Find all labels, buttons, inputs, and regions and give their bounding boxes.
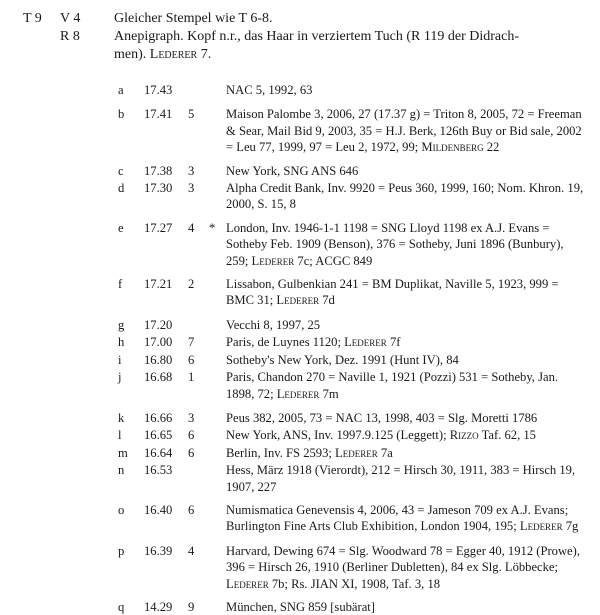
author-reference: Lederer xyxy=(344,335,387,350)
reverse-die: R 8 xyxy=(60,29,80,44)
die-axis: 3 xyxy=(188,181,195,196)
reverse-description-text: Anepigraph. Kopf n.r., das Haar in verziertem Tuch (R 119 der Didrach- men). xyxy=(114,29,519,62)
specimen-references xyxy=(226,462,588,495)
specimen-letter: o xyxy=(118,502,125,517)
specimen-references xyxy=(226,445,588,461)
reference-text: NAC 5, 1992, 63 xyxy=(226,83,313,97)
specimen-references xyxy=(226,410,588,426)
specimen-entry xyxy=(118,82,588,98)
specimen-weight: 16.64 xyxy=(144,445,173,460)
reference-text: Taf. 62, 15 xyxy=(478,428,536,443)
author-reference: Lederer xyxy=(335,445,378,460)
specimen-entry xyxy=(118,334,588,350)
specimen-references xyxy=(226,427,588,443)
reference-text: Numismatica Genevensis 4, 2006, 43 = Jameson 709 ex A.J. Evans; Burlington Fine Arts Club Exhibition, London 1904, 195; xyxy=(226,502,569,534)
die-axis: 1 xyxy=(188,370,195,385)
specimen-list xyxy=(118,82,588,615)
reference-text: 7d xyxy=(319,293,335,308)
author-reference: Lederer xyxy=(519,519,563,534)
reference-text: Sotheby's New York, Dez. 1991 (Hunt IV), 84 xyxy=(226,352,459,367)
type-id-blank xyxy=(23,28,60,64)
specimen-entry xyxy=(118,317,588,333)
specimen-references xyxy=(226,220,588,269)
specimen-letter: e xyxy=(118,220,124,235)
specimen-letter: l xyxy=(118,428,122,443)
specimen-entry xyxy=(118,543,588,592)
specimen-weight: 17.20 xyxy=(144,317,173,332)
specimen-weight: 17.38 xyxy=(144,163,173,178)
reference-text: Vecchi 8, 1997, 25 xyxy=(226,317,321,332)
reverse-description xyxy=(114,28,583,64)
specimen-references xyxy=(226,82,588,98)
specimen-references xyxy=(226,543,588,592)
specimen-references xyxy=(226,276,588,309)
author-reference: Lederer xyxy=(251,253,295,268)
reference-text: New York, SNG ANS 646 xyxy=(226,163,359,178)
illustration-marker: * xyxy=(209,220,216,235)
reference-text: 22 xyxy=(483,140,500,155)
specimen-entry xyxy=(118,410,588,426)
specimen-references xyxy=(226,369,588,402)
specimen-entry xyxy=(118,502,588,535)
specimen-entry xyxy=(118,352,588,368)
reference-text: Harvard, Dewing 674 = Slg. Woodward 78 = Egger 40, 1912 (Prowe), 396 = Hirsch 26, 1910 (Berliner Dubletten), 84 ex Slg. Löbbecke; xyxy=(226,543,580,575)
die-axis: 3 xyxy=(188,163,195,178)
specimen-entry xyxy=(118,599,588,615)
obverse-die: V 4 xyxy=(60,11,81,26)
specimen-entry xyxy=(118,462,588,495)
specimen-letter: k xyxy=(118,410,125,425)
die-axis: 9 xyxy=(188,599,195,614)
specimen-letter: i xyxy=(118,352,122,367)
specimen-letter: a xyxy=(118,83,124,97)
reference-text: 7c; ACGC 849 xyxy=(294,253,373,268)
specimen-references xyxy=(226,317,588,333)
specimen-entry xyxy=(118,180,588,213)
specimen-letter: q xyxy=(118,599,125,614)
specimen-weight: 16.66 xyxy=(144,410,173,425)
specimen-weight: 17.41 xyxy=(144,107,173,122)
specimen-letter: c xyxy=(118,163,124,178)
die-axis: 4 xyxy=(188,543,195,558)
specimen-entry xyxy=(118,163,588,179)
specimen-references xyxy=(226,180,588,213)
die-axis: 6 xyxy=(188,502,195,517)
die-axis: 5 xyxy=(188,107,195,122)
reference-text: Peus 382, 2005, 73 = NAC 13, 1998, 403 = Slg. Moretti 1786 xyxy=(226,410,538,425)
die-axis: 6 xyxy=(188,352,195,367)
author-reference: Rizzo xyxy=(449,428,479,443)
obverse-description: Gleicher Stempel wie T 6-8. xyxy=(114,11,273,26)
specimen-entry xyxy=(118,369,588,402)
die-axis: 2 xyxy=(188,277,195,292)
specimen-letter: b xyxy=(118,107,125,122)
reference-text: Paris, de Luynes 1120; xyxy=(226,335,345,350)
die-axis: 6 xyxy=(188,428,195,443)
reference-text: Hess, März 1918 (Vierordt), 212 = Hirsch 30, 1911, 383 = Hirsch 19, 1907, 227 xyxy=(226,463,576,494)
reference-text: 7g xyxy=(562,519,579,534)
specimen-entry xyxy=(118,427,588,443)
specimen-references xyxy=(226,599,588,615)
specimen-weight: 16.40 xyxy=(144,502,173,517)
specimen-weight: 14.29 xyxy=(144,599,173,614)
header-row-obverse xyxy=(23,10,583,28)
header-row-reverse xyxy=(23,28,583,64)
author-reference: Mildenberg xyxy=(421,140,484,155)
reference-number: 7. xyxy=(197,47,212,62)
specimen-references xyxy=(226,352,588,368)
specimen-letter: g xyxy=(118,317,125,332)
specimen-weight: 16.80 xyxy=(144,352,173,367)
specimen-weight: 17.21 xyxy=(144,277,173,292)
specimen-references xyxy=(226,502,588,535)
reference-lederer: Lederer xyxy=(149,47,198,62)
specimen-letter: p xyxy=(118,543,125,558)
specimen-entry xyxy=(118,445,588,461)
reference-text: 7f xyxy=(386,335,401,350)
reference-text: New York, ANS, Inv. 1997.9.125 (Leggett); xyxy=(226,428,450,443)
specimen-weight: 16.39 xyxy=(144,543,173,558)
reference-text: Alpha Credit Bank, Inv. 9920 = Peus 360, 1999, 160; Nom. Khron. 19, 2000, S. 15, 8 xyxy=(226,181,584,212)
specimen-letter: f xyxy=(118,277,123,292)
reference-text: Berlin, Inv. FS 2593; xyxy=(226,445,336,460)
die-axis: 3 xyxy=(188,410,195,425)
specimen-entry xyxy=(118,106,588,155)
author-reference: Lederer xyxy=(276,293,320,308)
specimen-weight: 16.65 xyxy=(144,428,173,443)
specimen-weight: 17.27 xyxy=(144,220,173,235)
specimen-references xyxy=(226,334,588,350)
reference-text: 7m xyxy=(319,386,339,401)
reference-text: Paris, Chandon 270 = Naville 1, 1921 (Pozzi) 531 = Sotheby, Jan. 1898, 72; xyxy=(226,370,559,401)
type-id: T 9 xyxy=(23,11,42,26)
author-reference: Lederer xyxy=(226,576,269,591)
specimen-entry xyxy=(118,220,588,269)
type-header xyxy=(23,10,583,64)
specimen-letter: d xyxy=(118,181,125,196)
specimen-entry xyxy=(118,276,588,309)
specimen-letter: n xyxy=(118,463,125,478)
die-axis: 7 xyxy=(188,335,195,350)
specimen-letter: h xyxy=(118,335,125,350)
specimen-weight: 17.00 xyxy=(144,335,173,350)
specimen-references xyxy=(226,106,588,155)
reference-text: 7b; Rs. JIAN XI, 1908, Taf. 3, 18 xyxy=(268,576,441,591)
reference-text: London, Inv. 1946-1-1 1198 = SNG Lloyd 1198 ex A.J. Evans = Sotheby Feb. 1909 (Benson), 376 = Sotheby, Juni 1896 (Bunbury), 259; xyxy=(226,220,564,268)
specimen-weight: 17.30 xyxy=(144,181,173,196)
author-reference: Lederer xyxy=(276,386,320,401)
specimen-weight: 17.43 xyxy=(144,83,173,97)
specimen-references xyxy=(226,163,588,179)
reference-text: 7a xyxy=(377,445,393,460)
specimen-letter: m xyxy=(118,445,128,460)
specimen-weight: 16.68 xyxy=(144,370,173,385)
die-axis: 6 xyxy=(188,445,195,460)
reference-text: Maison Palombe 3, 2006, 27 (17.37 g) = Triton 8, 2005, 72 = Freeman & Sear, Mail Bid 9, 2003, 35 = H.J. Berk, 126th Buy or Bid sale, 2002 = Leu 77, 1999, 97 = Leu 2, 1972, 99; xyxy=(226,107,582,155)
specimen-weight: 16.53 xyxy=(144,463,173,478)
reference-text: München, SNG 859 [subärat] xyxy=(226,599,375,614)
reference-text: Lissabon, Gulbenkian 241 = BM Duplikat, Naville 5, 1923, 999 = BMC 31; xyxy=(226,277,559,308)
specimen-letter: j xyxy=(118,370,122,385)
die-axis: 4 xyxy=(188,220,195,235)
